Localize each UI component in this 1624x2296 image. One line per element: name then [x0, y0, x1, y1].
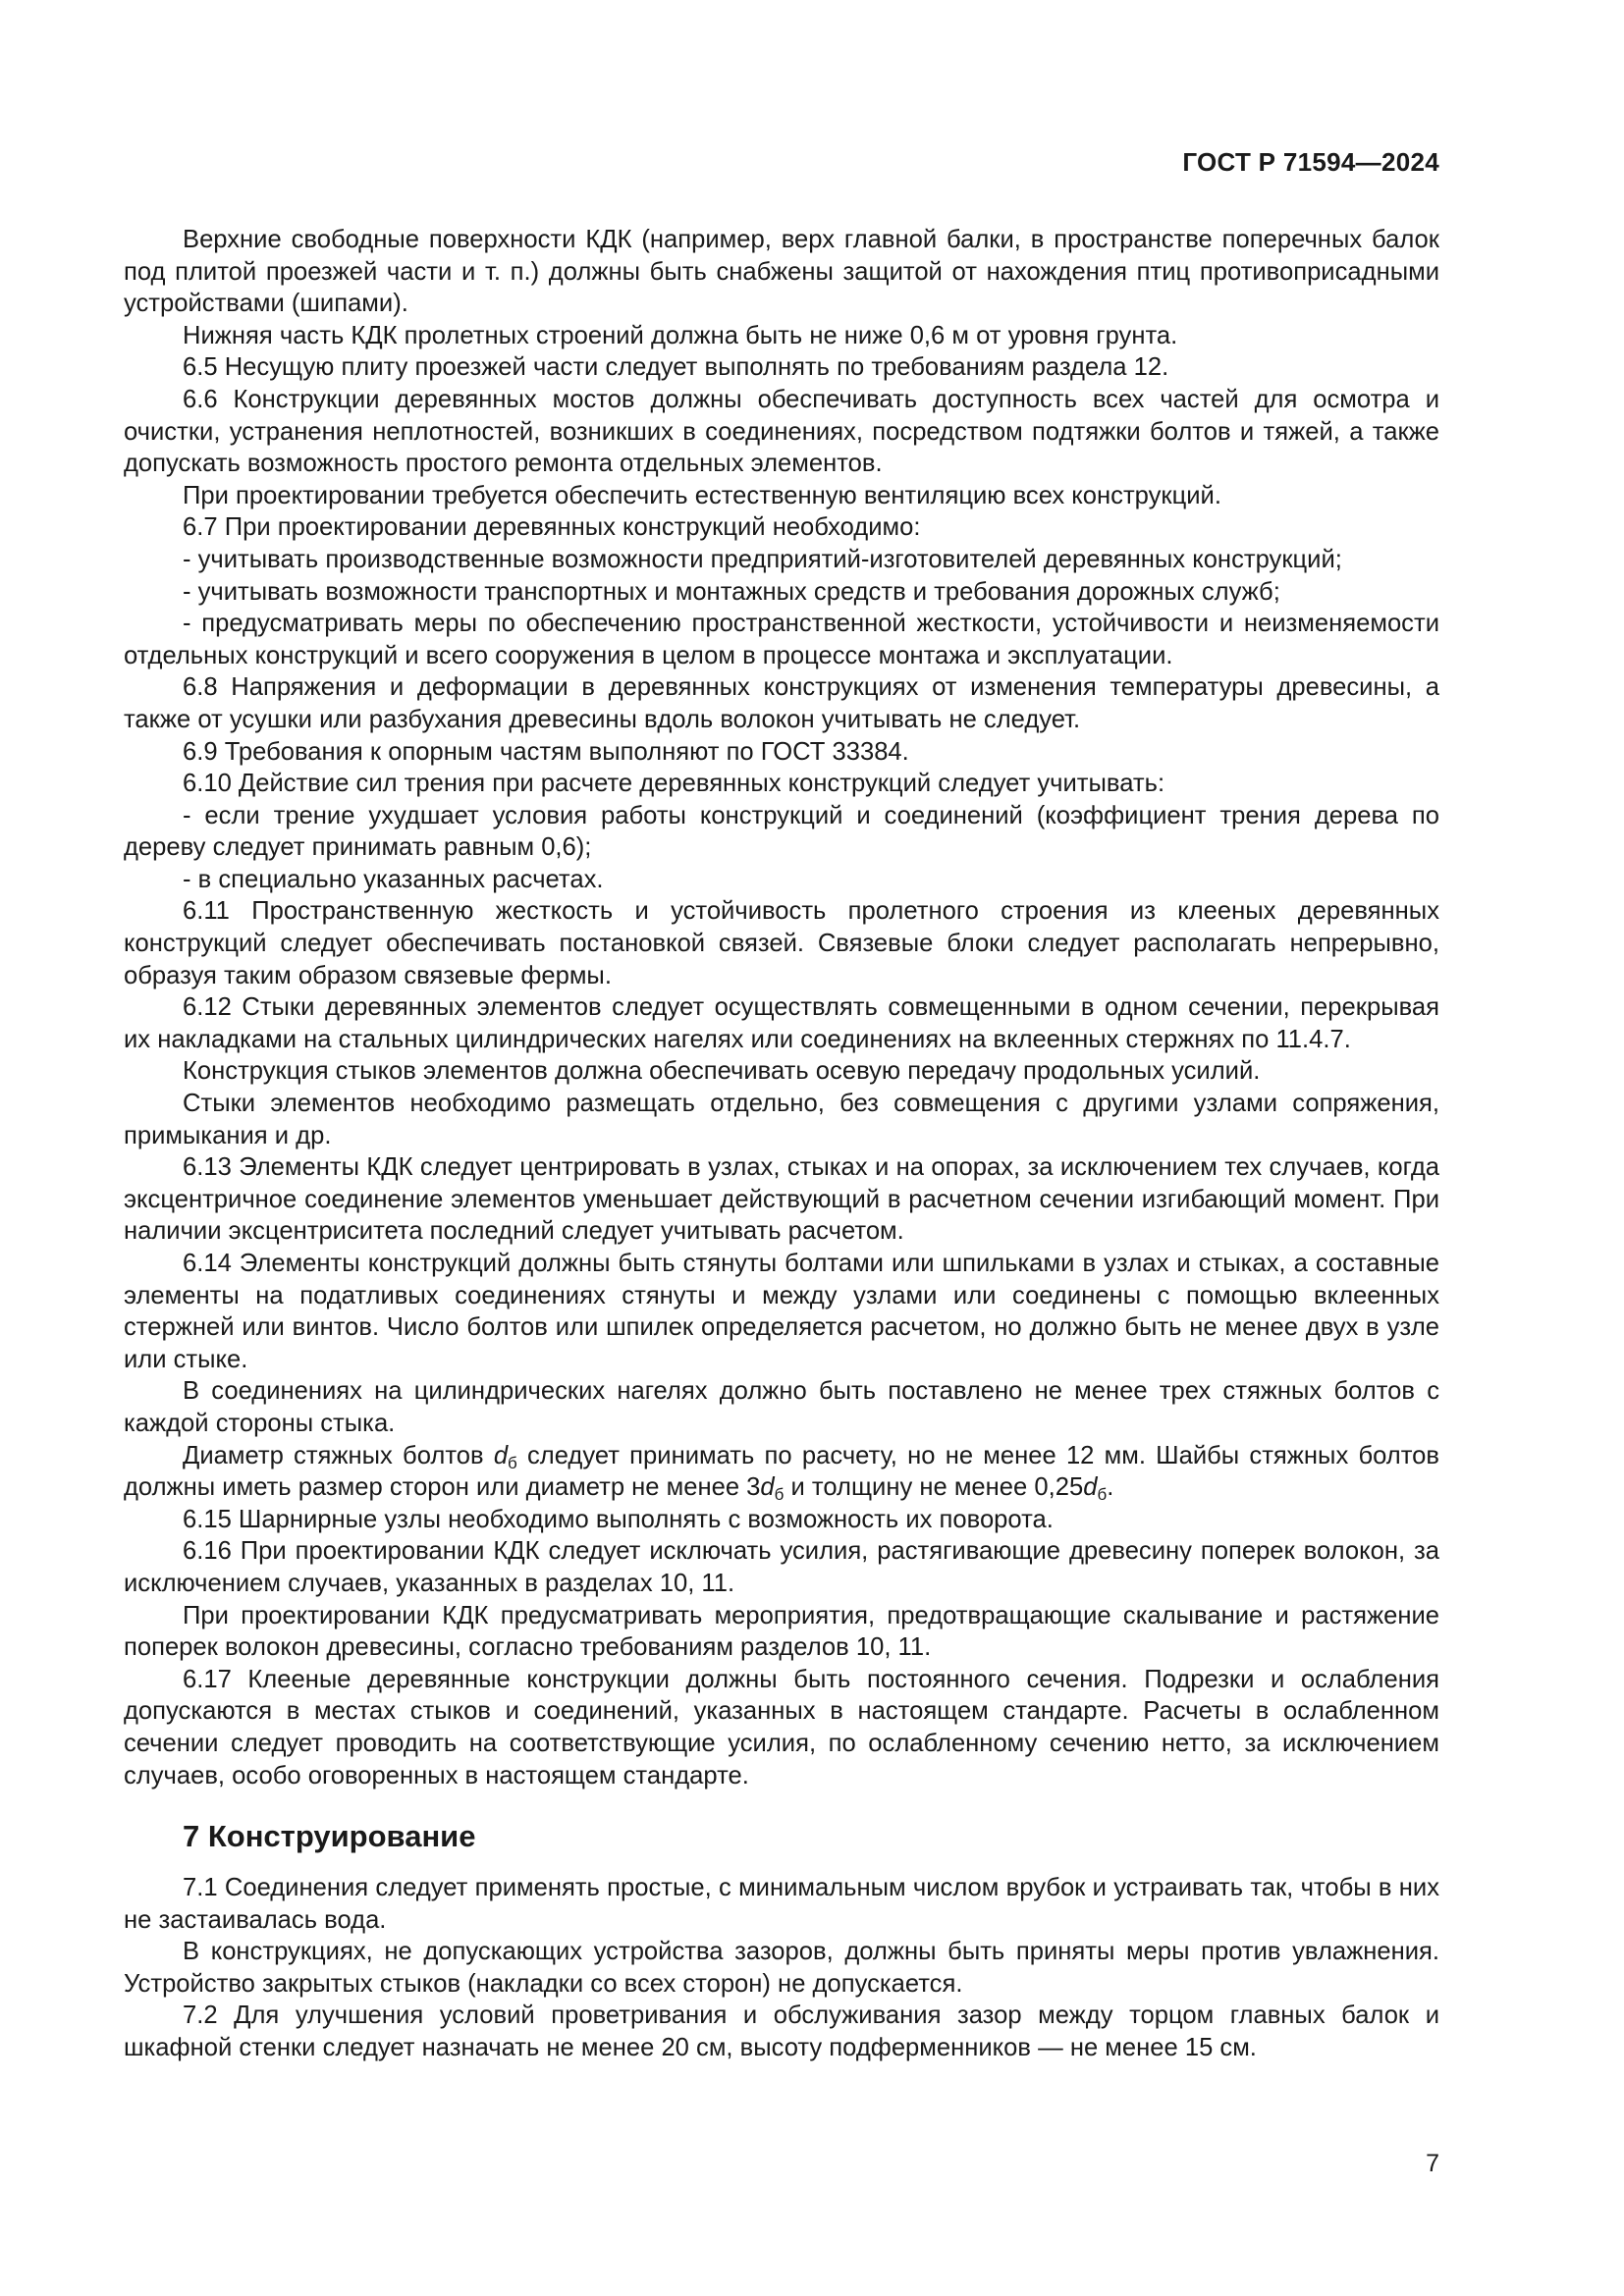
page-number: 7	[1426, 2150, 1439, 2177]
paragraph: 6.11 Пространственную жесткость и устойчивость пролетного строения из клееных деревянных конструкций следует обеспечивать постановкой связей. Связевые блоки следует располагать непрерывно, образуя таким образом связевые фермы.	[124, 897, 1439, 989]
paragraph: Нижняя часть КДК пролетных строений должна быть не ниже 0,6 м от уровня грунта.	[183, 321, 1178, 349]
paragraph: Конструкция стыков элементов должна обеспечивать осевую передачу продольных усилий.	[183, 1057, 1261, 1086]
paragraph: Стыки элементов необходимо размещать отдельно, без совмещения с другими узлами сопряжения, примыкания и др.	[124, 1090, 1439, 1149]
subscript: б	[1097, 1485, 1108, 1505]
paragraph: 6.9 Требования к опорным частям выполняют по ГОСТ 33384.	[183, 737, 909, 766]
paragraph: 6.16 При проектировании КДК следует исключать усилия, растягивающие древесину поперек волокон, за исключением случаев, указанных в разделах 10, 11.	[124, 1537, 1439, 1597]
paragraph: В соединениях на цилиндрических нагелях должно быть поставлено не менее трех стяжных болтов с каждой стороны стыка.	[124, 1377, 1439, 1437]
paragraph: 6.13 Элементы КДК следует центрировать в узлах, стыках и на опорах, за исключением тех случаев, когда эксцентричное соединение элементов уменьшает действующий в расчетном сечении изгибающий момент. При наличии эксцентриситета последний следует учитывать расчетом.	[124, 1153, 1439, 1246]
paragraph: При проектировании требуется обеспечить естественную вентиляцию всех конструкций.	[183, 481, 1221, 509]
section-6-paragraphs	[124, 224, 1439, 1440]
subscript: б	[774, 1485, 785, 1505]
paragraph: 6.15 Шарнирные узлы необходимо выполнять с возможность их поворота.	[183, 1505, 1054, 1533]
paragraph: - учитывать возможности транспортных и монтажных средств и требования дорожных служб;	[183, 577, 1280, 606]
paragraph: 7.2 Для улучшения условий проветривания и обслуживания зазор между торцом главных балок и шкафной стенки следует назначать не менее 20 см, высоту подферменников — не менее 15 см.	[124, 2002, 1439, 2062]
standard-header: ГОСТ Р 71594—2024	[1182, 147, 1439, 177]
subscript: б	[508, 1453, 517, 1472]
paragraph: 6.6 Конструкции деревянных мостов должны обеспечивать доступность всех частей для осмотра и очистки, устранения неплотностей, возникших в соединениях, посредством подтяжки болтов и тяжей, а также допускать возможность простого ремонта отдельных элементов.	[124, 385, 1439, 478]
paragraph: - в специально указанных расчетах.	[183, 865, 604, 893]
section-7-title: 7 Конструирование	[183, 1819, 476, 1854]
text-run: .	[1107, 1473, 1114, 1502]
paragraph: - предусматривать меры по обеспечению пространственной жесткости, устойчивости и неизменяемости отдельных конструкций и всего сооружения в целом в процессе монтажа и эксплуатации.	[124, 610, 1439, 669]
paragraph: 7.1 Соединения следует применять простые, с минимальным числом врубок и устраивать так, чтобы в них не застаивалась вода.	[124, 1874, 1439, 1934]
symbol-d: d	[493, 1441, 509, 1469]
paragraph: 6.5 Несущую плиту проезжей части следует выполнять по требованиям раздела 12.	[183, 353, 1169, 382]
text-run: следует принимать по расчету, но не менее 12 мм. Шайбы стяжных болтов должны иметь размер сторон или диаметр не менее 3	[124, 1441, 1439, 1502]
paragraph: 6.12 Стыки деревянных элементов следует осуществлять совмещенными в одном сечении, перекрывая их накладками на стальных цилиндрических нагелях или соединениях на вклеенных стержнях по 11.4.7.	[124, 993, 1439, 1053]
paragraph: - если трение ухудшает условия работы конструкций и соединений (коэффициент трения дерева по дереву следует принимать равным 0,6);	[124, 801, 1439, 862]
paragraph: В конструкциях, не допускающих устройства зазоров, должны быть приняты меры против увлажнения. Устройство закрытых стыков (накладки со всех сторон) не допускается.	[124, 1938, 1439, 1998]
symbol-d: d	[1083, 1473, 1098, 1502]
paragraph: Верхние свободные поверхности КДК (например, верх главной балки, в пространстве поперечных балок под плитой проезжей части и т. п.) должны быть снабжены защитой от нахождения птиц противоприсадными устройствами (шипами).	[124, 226, 1439, 318]
paragraph: 6.14 Элементы конструкций должны быть стянуты болтами или шпильками в узлах и стыках, а составные элементы на податливых соединениях стянуты и между узлами или соединены с помощью вклеенных стержней или винтов. Число болтов или шпилек определяется расчетом, но должно быть не менее двух в узле или стыке.	[124, 1250, 1439, 1373]
paragraph: 6.10 Действие сил трения при расчете деревянных конструкций следует учитывать:	[183, 770, 1165, 798]
section-6-paragraphs-continued	[124, 1504, 1439, 1791]
paragraph: 6.7 При проектировании деревянных конструкций необходимо:	[183, 513, 921, 542]
symbol-d: d	[760, 1473, 775, 1502]
section-7-paragraphs	[124, 1872, 1439, 2064]
text-run: и толщину не менее 0,25	[784, 1473, 1084, 1502]
text-run: Диаметр стяжных болтов	[183, 1441, 494, 1469]
paragraph: 6.8 Напряжения и деформации в деревянных конструкциях от изменения температуры древесины, а также от усушки или разбухания древесины вдоль волокон учитывать не следует.	[124, 673, 1439, 733]
paragraph-bolt-diameter	[124, 1440, 1439, 1504]
paragraph: При проектировании КДК предусматривать мероприятия, предотвращающие скалывание и растяжение поперек волокон древесины, согласно требованиям разделов 10, 11.	[124, 1601, 1439, 1662]
paragraph: - учитывать производственные возможности предприятий-изготовителей деревянных конструкций;	[183, 545, 1342, 573]
paragraph: 6.17 Клееные деревянные конструкции должны быть постоянного сечения. Подрезки и ослабления допускаются в местах стыков и соединений, указанных в настоящем стандарте. Расчеты в ослабленном сечении следует проводить на соответствующие усилия, по ослабленному сечению нетто, за исключением случаев, особо оговоренных в настоящем стандарте.	[124, 1665, 1439, 1789]
document-body	[124, 224, 1439, 2064]
